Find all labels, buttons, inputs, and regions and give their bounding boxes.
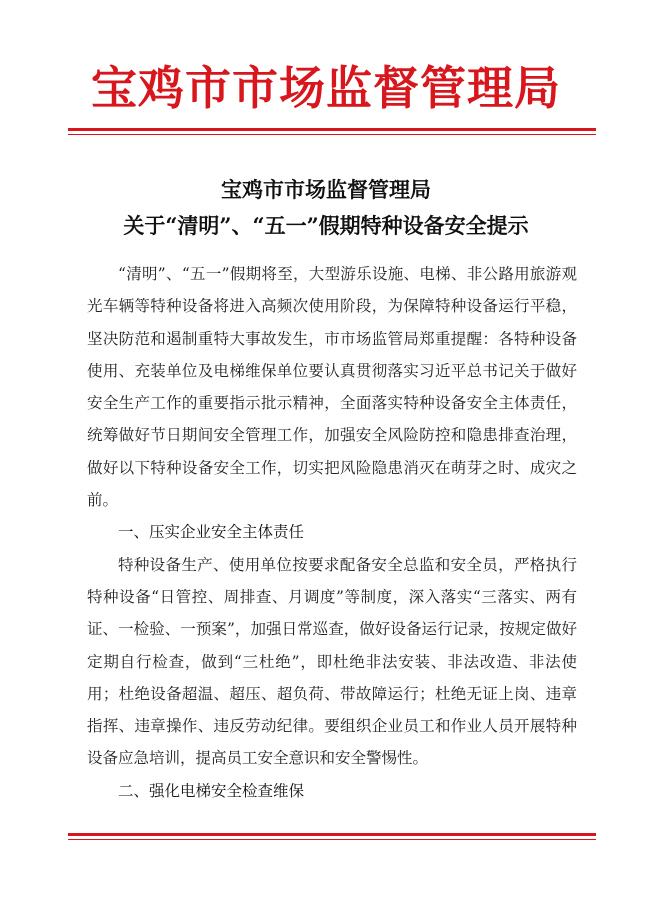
document-title-line2: 关于“清明”、“五一”假期特种设备安全提示	[123, 213, 529, 238]
footer-thin-line	[68, 839, 596, 840]
divider-thick-line	[68, 128, 596, 131]
footer-thick-line	[68, 833, 596, 836]
section-heading-1: 一、压实企业安全主体责任	[118, 523, 305, 542]
section-paragraph-1: 特种设备生产、使用单位按要求配备安全总监和安全员，严格执行特种设备“日管控、周排查、月调度”等制度，深入落实“三落实、两有证、一检验、一预案”，加强日常巡查，做好设备运行记录，按规定做好定期自行检查，做到“三杜绝”，即杜绝非法安装、非法改造、非法使用；杜绝设备超温、超压、超负荷、带故障运行；杜绝无证上岗、违章指挥、违章操作、违反劳动纪律。要组织企业员工和作业人员开展特种设备应急培训，提高员工安全意识和安全警惕性。	[87, 555, 577, 768]
document-title-line1: 宝鸡市市场监督管理局	[221, 177, 431, 202]
section-heading-2: 二、强化电梯安全检查维保	[118, 781, 305, 800]
footer-divider	[68, 833, 596, 840]
document-body	[87, 258, 577, 807]
intro-paragraph: “清明”、“五一”假期将至，大型游乐设施、电梯、非公路用旅游观光车辆等特种设备将进入高频次使用阶段，为保障特种设备运行平稳，坚决防范和遏制重特大事故发生，市市场监管局郑重提醒：各特种设备使用、充装单位及电梯维保单位要认真贯彻落实习近平总书记关于做好安全生产工作的重要指示批示精神，全面落实特种设备安全主体责任，统筹做好节日期间安全管理工作，加强安全风险防控和隐患排查治理，做好以下特种设备安全工作，切实把风险隐患消灭在萌芽之时、成灾之前。	[87, 265, 577, 510]
document-title	[0, 172, 652, 244]
masthead-title: 宝鸡市市场监督管理局	[91, 61, 561, 115]
masthead-divider	[68, 128, 596, 135]
divider-thin-line	[68, 134, 596, 135]
